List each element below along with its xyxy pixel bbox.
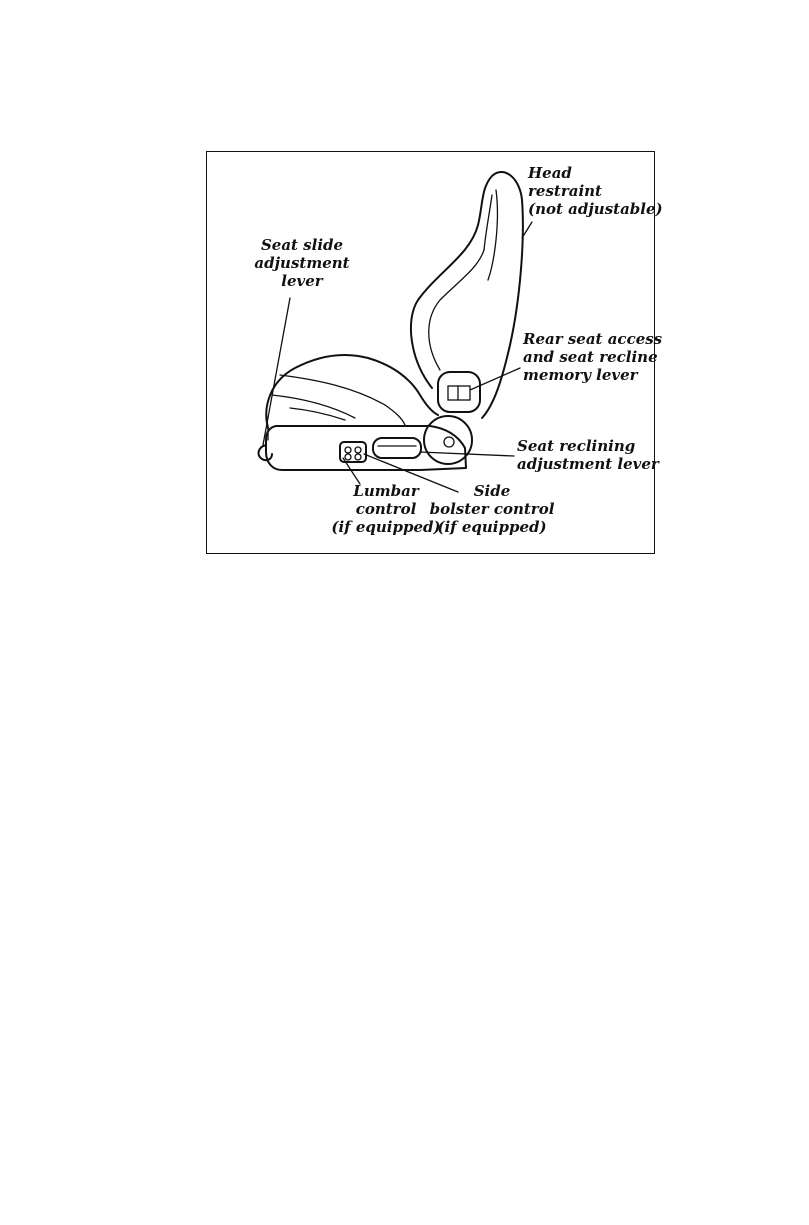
- svg-text:Side: Side: [473, 482, 511, 500]
- svg-text:lever: lever: [281, 272, 323, 290]
- svg-text:Seat slide: Seat slide: [260, 236, 344, 254]
- svg-text:Rear seat access: Rear seat access: [523, 330, 663, 348]
- label-bolster: [430, 482, 555, 536]
- seat-back: [411, 172, 523, 418]
- label-reclining: [517, 437, 660, 473]
- svg-text:restraint: restraint: [528, 182, 602, 200]
- svg-text:(if equipped): (if equipped): [331, 518, 441, 536]
- svg-text:Head: Head: [528, 164, 572, 182]
- recliner-hub: [424, 416, 472, 464]
- svg-text:and seat recline: and seat recline: [523, 348, 658, 366]
- label-rear-access: [522, 330, 663, 384]
- svg-text:Lumbar: Lumbar: [353, 482, 419, 500]
- svg-text:(not adjustable): (not adjustable): [528, 200, 663, 218]
- svg-text:bolster control: bolster control: [429, 500, 555, 518]
- svg-text:Seat reclining: Seat reclining: [517, 437, 636, 455]
- rear-access-lever: [438, 372, 480, 412]
- svg-text:adjustment: adjustment: [254, 254, 350, 272]
- svg-text:memory lever: memory lever: [523, 366, 638, 384]
- leader-seat-slide: [263, 298, 290, 445]
- seat-cushion: [266, 355, 438, 440]
- svg-text:adjustment lever: adjustment lever: [517, 455, 659, 473]
- label-lumbar: [331, 482, 440, 536]
- reclining-lever: [373, 438, 421, 458]
- label-seat-slide: [254, 236, 349, 290]
- svg-text:(if equipped): (if equipped): [437, 518, 547, 536]
- svg-text:control: control: [355, 500, 417, 518]
- leader-rear-access: [470, 368, 520, 390]
- label-head-restraint: [527, 164, 663, 218]
